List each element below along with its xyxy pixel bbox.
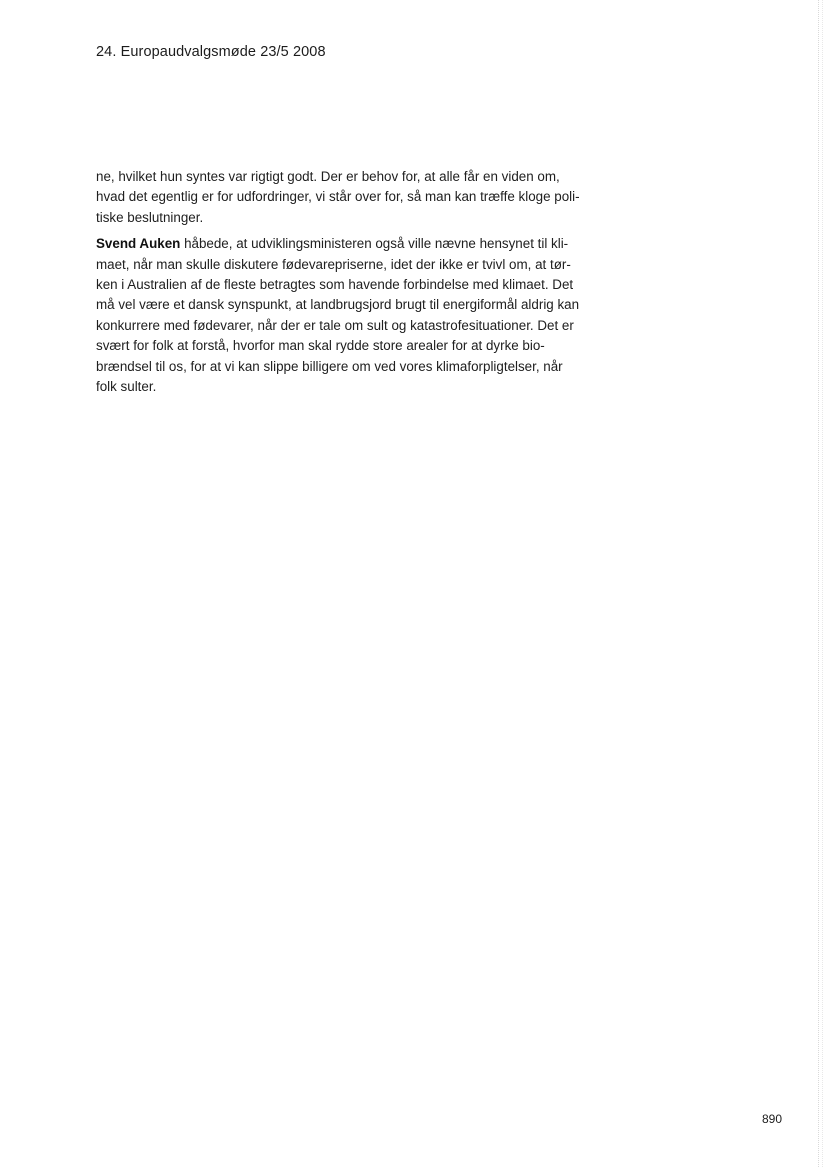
paragraph-line: maet, når man skulle diskutere fødevarepriserne, idet der ikke er tvivl om, at tør- <box>96 256 571 272</box>
paragraph-1 <box>96 167 586 228</box>
paragraph-line: hvad det egentlig er for udfordringer, vi står over for, så man kan træffe kloge poli- <box>96 189 580 205</box>
paragraph-line: svært for folk at forstå, hvorfor man skal rydde store arealer for at dyrke bio- <box>96 338 545 354</box>
speaker-line-text: håbede, at udviklingsministeren også ville nævne hensynet til kli- <box>180 236 569 252</box>
paragraph-line: folk sulter. <box>96 379 157 395</box>
scan-edge-line <box>818 0 819 1167</box>
scan-edge-line-secondary <box>822 0 823 1167</box>
body-text <box>96 167 586 397</box>
paragraph-line: ken i Australien af de fleste betragtes som havende forbindelse med klimaet. Det <box>96 277 574 293</box>
paragraph-line: ne, hvilket hun syntes var rigtigt godt. Der er behov for, at alle får en viden om, <box>96 169 560 184</box>
paragraph-line: konkurrere med fødevarer, når der er tale om sult og katastrofesituationer. Det er <box>96 317 574 333</box>
page-header: 24. Europaudvalgsmøde 23/5 2008 <box>96 44 326 60</box>
page-number: 890 <box>762 1112 783 1126</box>
paragraph-2 <box>96 234 586 397</box>
paragraph-line <box>96 234 586 254</box>
paragraph-line: tiske beslutninger. <box>96 209 204 225</box>
paragraph-line: må vel være et dansk synspunkt, at landbrugsjord brugt til energiformål aldrig kan <box>96 297 580 313</box>
paragraph-line: brændsel til os, for at vi kan slippe billigere om ved vores klimaforpligtelser, når <box>96 358 563 374</box>
speaker-name: Svend Auken <box>96 236 181 252</box>
